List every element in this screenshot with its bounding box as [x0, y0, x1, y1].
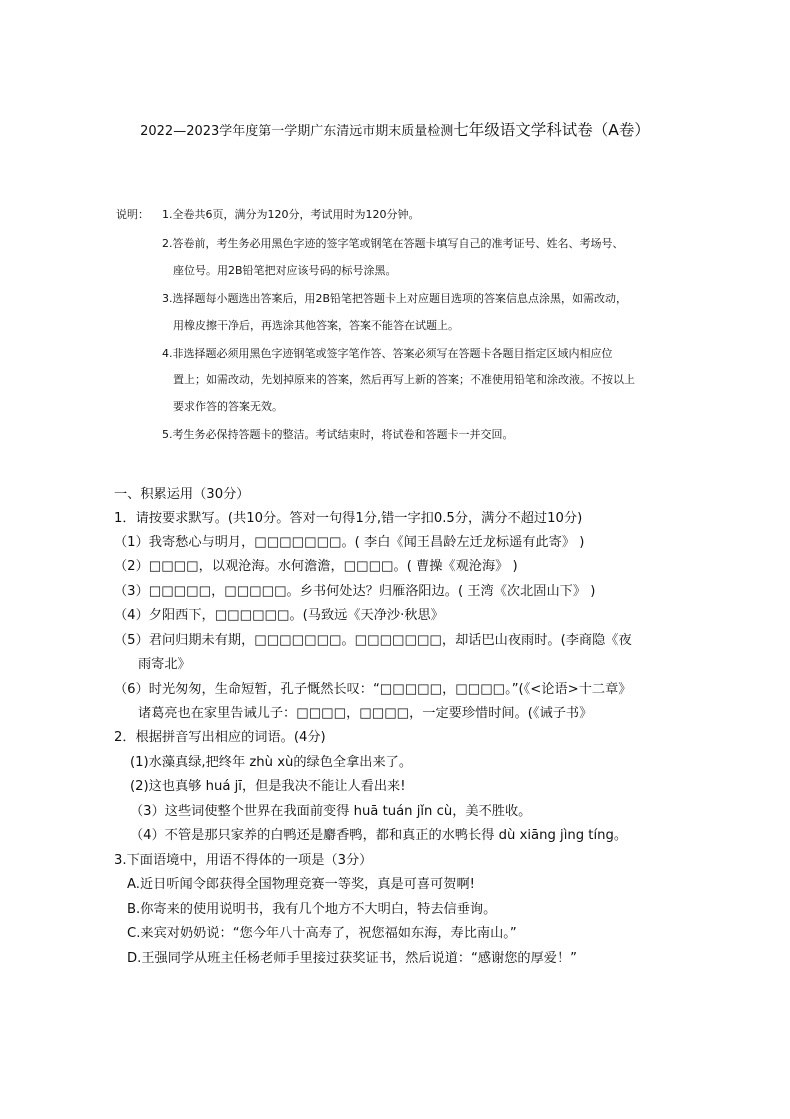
question-1-item-cont: 雨寄北》 [138, 657, 191, 672]
instruction-line: 置上；如需改动，先划掉原来的答案，然后再写上新的答案；不准使用铅笔和涂改液。不按以上 [173, 373, 635, 386]
instruction-line: 3.选择题每小题选出答案后，用2B铅笔把答题卡上对应题目选项的答案信息点涂黑，如需改动， [162, 292, 628, 305]
question-3-option-c: C.来宾对奶奶说：“您今年八十高寿了，祝您福如东海，寿比南山。” [127, 926, 517, 941]
question-3-option-a: A.近日听闻令郎获得全国物理竞赛一等奖，真是可喜可贺啊! [127, 877, 475, 892]
question-3-option-b: B.你寄来的使用说明书，我有几个地方不大明白，特去信垂询。 [127, 902, 497, 917]
section-heading: 一、积累运用（30分） [114, 487, 250, 502]
question-2-item: （4）不管是那只家养的白鸭还是麝香鸭，都和真正的水鸭长得 dù xiāng jìng tíng。 [130, 828, 628, 843]
title-school-term: 2022—2023学年度第一学期广东清远市期末质量检测 [140, 124, 454, 139]
instruction-line: 4.非选择题必须用黑色字迹钢笔或签字笔作答、答案必须写在答题卡各题目指定区域内相应位 [162, 347, 613, 360]
question-1-item: （5）君问归期未有期，□□□□□□□。□□□□□□□，却话巴山夜雨时。(李商隐《夜 [114, 633, 632, 648]
title-subject: 七年级语文学科试卷（A卷） [453, 121, 650, 139]
question-2-item: （3）这些词使整个世界在我面前变得 huā tuán jǐn cù，美不胜收。 [130, 804, 532, 819]
instruction-line: 2.答卷前，考生务必用黑色字迹的签字笔或钢笔在答题卡填写自己的准考证号、姓名、考场号、 [162, 237, 624, 250]
instruction-line: 座位号。用2B铅笔把对应该号码的标号涂黑。 [173, 264, 397, 277]
question-3-stem: 3.下面语境中，用语不得体的一项是（3分） [114, 853, 373, 868]
instruction-line: 5.考生务必保持答题卡的整洁。考试结束时，将试卷和答题卡一并交回。 [162, 428, 514, 441]
question-2-stem: 2．根据拼音写出相应的词语。(4分) [114, 730, 326, 745]
question-2-item: (2)这也真够 huá jī，但是我决不能让人看出来! [130, 779, 406, 794]
question-3-option-d: D.王强同学从班主任杨老师手里接过获奖证书，然后说道：“感谢您的厚爱！” [127, 951, 578, 966]
question-1-item-cont: 诸葛亮也在家里告诫儿子：□□□□，□□□□，一定要珍惜时间。(《诫子书》 [138, 706, 593, 721]
question-1-stem: 1．请按要求默写。(共10分。答对一句得1分,错一字扣0.5分，满分不超过10分) [114, 511, 583, 526]
page-title [0, 118, 790, 140]
question-2-item: (1)水藻真绿,把终年 zhù xù的绿色全拿出来了。 [130, 755, 413, 770]
question-1-item: （1）我寄愁心与明月，□□□□□□□。( 李白《闻王昌龄左迁龙标遥有此寄》 ) [114, 535, 585, 550]
instruction-line: 要求作答的答案无效。 [173, 400, 283, 413]
question-1-item: （4）夕阳西下，□□□□□□。(马致远《天净沙·秋思》 [114, 608, 444, 623]
instruction-line: 1.全卷共6页，满分为120分，考试用时为120分钟。 [162, 208, 420, 221]
question-1-item: （3）□□□□□，□□□□□。乡书何处达？归雁洛阳边。( 王湾《次北固山下》 ) [114, 584, 596, 599]
instructions-label: 说明： [116, 208, 149, 221]
question-1-item: （6）时光匆匆，生命短暂，孔子慨然长叹：“□□□□□，□□□□。”(《<论语>十二章》 [114, 682, 632, 697]
question-1-item: （2）□□□□，以观沧海。水何澹澹，□□□□。( 曹操《观沧海》 ) [114, 559, 518, 574]
instruction-line: 用橡皮擦干净后，再选涂其他答案，答案不能答在试题上。 [173, 319, 459, 332]
